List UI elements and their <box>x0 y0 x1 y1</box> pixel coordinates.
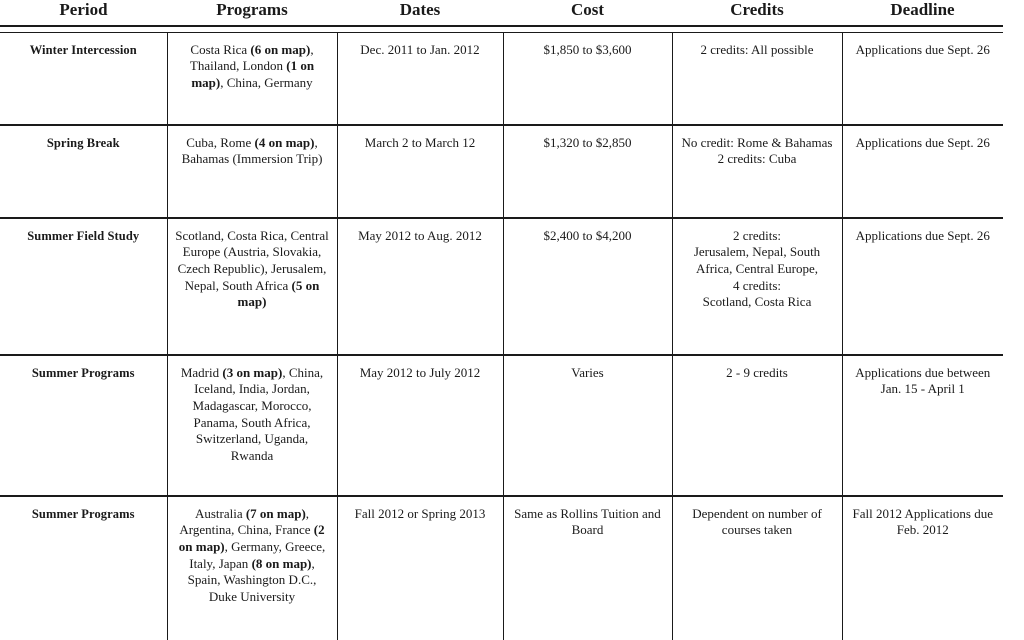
cell-dates: March 2 to March 12 <box>337 125 503 218</box>
cell-deadline: Applications due Sept. 26 <box>842 218 1003 355</box>
table-header-row <box>0 0 1003 26</box>
cell-dates: May 2012 to July 2012 <box>337 355 503 496</box>
cell-programs: Cuba, Rome (4 on map), Bahamas (Immersion Trip) <box>167 125 337 218</box>
cell-credits: No credit: Rome & Bahamas 2 credits: Cuba <box>672 125 842 218</box>
cell-cost: $2,400 to $4,200 <box>503 218 672 355</box>
cell-cost: Same as Rollins Tuition and Board <box>503 496 672 640</box>
cell-deadline: Applications due between Jan. 15 - April 1 <box>842 355 1003 496</box>
cell-programs: Costa Rica (6 on map), Thailand, London (1 on map), China, Germany <box>167 32 337 125</box>
cell-deadline: Applications due Sept. 26 <box>842 125 1003 218</box>
cell-period: Summer Programs <box>0 496 167 640</box>
column-header-period: Period <box>0 0 167 26</box>
cell-credits: 2 - 9 credits <box>672 355 842 496</box>
cell-credits: 2 credits: Jerusalem, Nepal, South Africa, Central Europe, 4 credits: Scotland, Costa Rica <box>672 218 842 355</box>
table-row <box>0 125 1003 218</box>
cell-dates: Fall 2012 or Spring 2013 <box>337 496 503 640</box>
cell-period: Spring Break <box>0 125 167 218</box>
cell-programs: Australia (7 on map), Argentina, China, France (2 on map), Germany, Greece, Italy, Japan (8 on map), Spain, Washington D.C., Duke University <box>167 496 337 640</box>
table-row <box>0 218 1003 355</box>
cell-programs: Madrid (3 on map), China, Iceland, India, Jordan, Madagascar, Morocco, Panama, South Africa, Switzerland, Uganda, Rwanda <box>167 355 337 496</box>
cell-cost: Varies <box>503 355 672 496</box>
cell-programs: Scotland, Costa Rica, Central Europe (Austria, Slovakia, Czech Republic), Jerusalem, Nepal, South Africa (5 on map) <box>167 218 337 355</box>
table-row <box>0 355 1003 496</box>
cell-credits: Dependent on number of courses taken <box>672 496 842 640</box>
column-header-cost: Cost <box>503 0 672 26</box>
cell-period: Winter Intercession <box>0 32 167 125</box>
cell-period: Summer Field Study <box>0 218 167 355</box>
cell-period: Summer Programs <box>0 355 167 496</box>
cell-dates: May 2012 to Aug. 2012 <box>337 218 503 355</box>
table-body <box>0 32 1003 640</box>
column-header-credits: Credits <box>672 0 842 26</box>
cell-dates: Dec. 2011 to Jan. 2012 <box>337 32 503 125</box>
cell-credits: 2 credits: All possible <box>672 32 842 125</box>
column-header-deadline: Deadline <box>842 0 1003 26</box>
cell-deadline: Fall 2012 Applications due Feb. 2012 <box>842 496 1003 640</box>
table-row <box>0 496 1003 640</box>
cell-deadline: Applications due Sept. 26 <box>842 32 1003 125</box>
column-header-dates: Dates <box>337 0 503 26</box>
table-header <box>0 0 1003 32</box>
cell-cost: $1,320 to $2,850 <box>503 125 672 218</box>
cell-cost: $1,850 to $3,600 <box>503 32 672 125</box>
column-header-programs: Programs <box>167 0 337 26</box>
table-row <box>0 32 1003 125</box>
